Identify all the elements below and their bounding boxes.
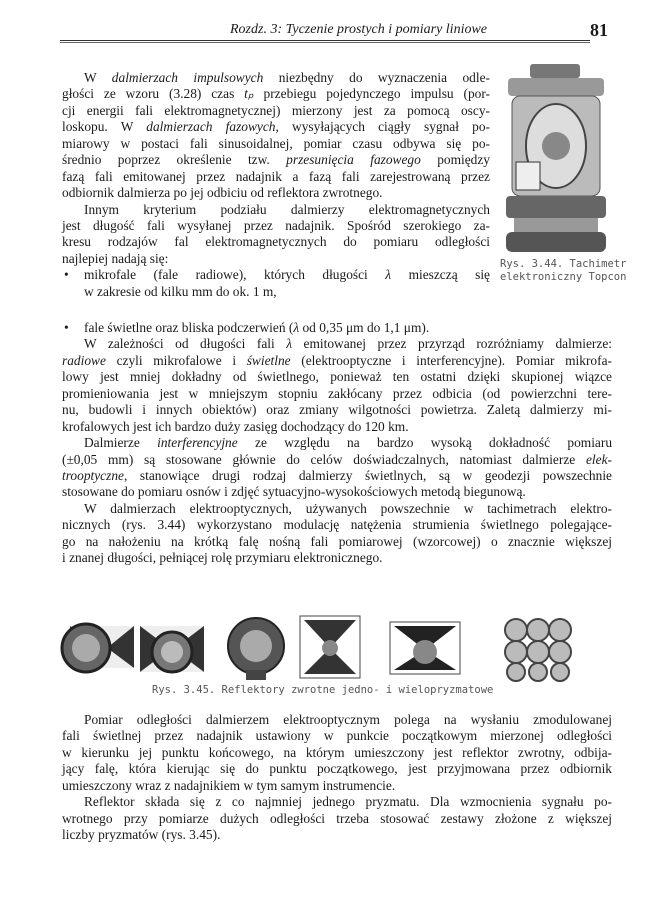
text-line — [62, 435, 612, 451]
reflectors-image — [60, 612, 580, 682]
text-line — [62, 185, 490, 201]
text-line — [62, 103, 490, 119]
text-line — [62, 353, 612, 369]
italic-term: świetlne — [246, 352, 291, 368]
reflector-2 — [140, 626, 204, 672]
text-run: , stanowiące drugi rodzaj dalmierzy świetlnych, są w geodezji powszechnie — [123, 467, 612, 483]
text-line — [62, 136, 490, 152]
text-run: przebiegu pojedynczego impulsu (por- — [253, 86, 490, 102]
figure-3-45-caption: Rys. 3.45. Reflektory zwrotne jedno- i wielopryzmatowe — [152, 684, 494, 696]
reflector-6 — [505, 619, 571, 681]
text-line — [62, 452, 612, 468]
text-run: go na nałożeniu na krótką falę nośną fali pomiarowej (wzorcowej) o znacznie większej — [62, 533, 612, 549]
text-line — [62, 386, 612, 402]
text-run: mieszczą się — [391, 267, 491, 283]
text-line — [62, 402, 612, 418]
text-line — [62, 484, 612, 500]
text-line — [62, 336, 612, 352]
figure-3-44-caption — [500, 258, 626, 284]
italic-term: trooptyczne — [62, 467, 124, 483]
text-line — [62, 778, 612, 794]
italic-term: elek- — [585, 451, 612, 467]
text-line — [62, 251, 490, 267]
text-run: najlepiej nadają się: — [62, 250, 169, 266]
text-line — [62, 218, 490, 234]
text-line — [62, 712, 612, 728]
text-run: odbiornik dalmierza po jej odbiciu od reflektora zwrotnego. — [62, 185, 383, 201]
page-number: 81 — [590, 20, 608, 40]
text-block-top — [62, 70, 490, 300]
text-line — [62, 728, 612, 744]
bullet-icon: • — [64, 267, 69, 283]
text-run: W dalmierzach elektrooptycznych, używanych powszechnie w tachimetrach elektro- — [84, 500, 612, 516]
text-run: ze względu na bardzo wysoką dokładność pomiaru — [237, 435, 613, 451]
text-run: głości ze wzoru (3.28) czas — [62, 86, 245, 102]
text-run: Reflektor składa się z co najmniej jednego pryzmatu. Dla wzmocnienia sygnału po- — [84, 794, 612, 810]
text-run: stosowane do pomiaru osnów i zdjęć sytuacyjno-wysokościowych metodą biegunową. — [62, 484, 526, 500]
text-line — [62, 745, 612, 761]
italic-term: przesunięcia fazowego — [286, 152, 421, 168]
text-line — [62, 320, 612, 336]
text-run: krofalowych jest ich bardzo duży zasięg dochodzący do 120 km. — [62, 418, 409, 434]
text-run: w zakresie od kilku mm do ok. 1 m, — [84, 283, 277, 299]
text-block-bottom — [62, 712, 612, 844]
italic-term: λ — [293, 320, 300, 335]
text-run: średnio poprzez określenie tzw. — [62, 152, 287, 168]
text-line — [62, 811, 612, 827]
text-run: wrotnego przy pomiarze dużych odległości trzeba stosować zestawy złożone z większej — [62, 810, 612, 826]
text-line — [62, 761, 612, 777]
text-line — [62, 152, 490, 168]
text-line — [62, 517, 612, 533]
text-run: jest długość fali wysyłanej przez nadajnik. Spośród szerokiego za- — [62, 217, 490, 233]
text-run: , wysyłających ciągły sygnał po- — [275, 119, 490, 135]
chapter-title: Rozdz. 3: Tyczenie prostych i pomiary liniowe — [230, 22, 488, 37]
text-line — [62, 369, 612, 385]
italic-term: tₚ — [244, 86, 254, 102]
text-run: Pomiar odległości dalmierzem elektrooptycznym polega na wysłaniu zmodulowanej — [84, 712, 612, 727]
text-line — [62, 267, 490, 283]
text-line — [62, 234, 490, 250]
text-run: kresu rodzajów fal elektromagnetycznych do pomiaru odległości — [62, 234, 490, 250]
text-line — [62, 284, 490, 300]
text-run: cji energii fali elektromagnetycznej) mierzony jest za pomocą oscy- — [62, 102, 490, 118]
caption-line: elektroniczny Topcon — [500, 271, 627, 283]
italic-term: interferencyjne — [157, 435, 238, 451]
text-run: od 0,35 μm do 1,1 μm). — [299, 320, 430, 335]
text-line — [62, 534, 612, 550]
text-run: nicznych (rys. 3.44) wykorzystano modulację natężenia strumienia świetlnego polegające- — [62, 517, 612, 533]
text-run: miarowy w postaci fali sinusoidalnej, pomiar czasu odbywa się po- — [62, 135, 490, 151]
italic-term: λ — [385, 267, 392, 283]
reflector-1 — [62, 624, 134, 672]
text-line — [62, 169, 490, 185]
caption-line: Rys. 3.44. Tachimetr — [500, 258, 627, 270]
text-line — [62, 70, 490, 86]
text-run: umieszczony wraz z nadajnikiem w tym samym instrumencie. — [62, 777, 396, 793]
text-line — [62, 419, 612, 435]
text-run: i znanej długości, pełniącej rolę przymiaru elektronicznego. — [62, 550, 383, 566]
text-line — [62, 86, 490, 102]
text-run: emitowanej przez przyrząd rozróżniamy dalmierze: — [292, 336, 612, 352]
text-line — [62, 550, 612, 566]
reflector-5 — [390, 622, 460, 674]
text-run: Dalmierze — [84, 435, 158, 451]
text-run: loskopu. W — [62, 119, 147, 135]
text-run: jący falę, która kierując się do punktu początkowego, jest przyjmowana przez odbiornik — [62, 761, 612, 777]
text-run: niezbędny do wyznaczenia odle- — [263, 70, 490, 85]
text-run: fale świetlne oraz bliska podczerwień ( — [84, 320, 294, 335]
reflector-3 — [228, 618, 284, 680]
text-run: liczby pryzmatów (rys. 3.45). — [62, 827, 221, 843]
text-line — [62, 501, 612, 517]
text-run: fazą fali emitowanej przez nadajnik a fazą fali zarejestrowaną przez — [62, 168, 490, 184]
text-run: W zależności od długości fali — [84, 336, 287, 352]
text-run: W — [84, 70, 112, 85]
header-rule — [60, 40, 590, 43]
bullet-icon: • — [64, 320, 69, 335]
reflector-4 — [300, 616, 360, 678]
italic-term: radiowe — [62, 352, 106, 368]
text-line — [62, 794, 612, 810]
text-run: czyli mikrofalowe i — [105, 352, 247, 368]
text-run: (±0,05 mm) są stosowane głównie do celów doświadczalnych, natomiast dalmierze — [62, 451, 586, 467]
text-line — [62, 202, 490, 218]
text-line — [62, 119, 490, 135]
italic-term: dalmierzach impulsowych — [111, 70, 264, 85]
text-run: promieniowania jest w mniejszym stopniu zakłócany przez odbicia (od powierzchni tere- — [62, 385, 612, 401]
text-run: pomiędzy — [420, 152, 490, 168]
text-line — [62, 827, 612, 843]
text-run: lowy jest mniej dokładny od świetlnego, ponieważ ten ostatni dzięki skupionej wiązce — [62, 369, 612, 385]
italic-term: λ — [286, 336, 293, 352]
text-line — [62, 468, 612, 484]
tachimeter-image — [500, 62, 612, 257]
text-run: (elektrooptyczne i interferencyjne). Pomiar mikrofa- — [290, 352, 612, 368]
italic-term: dalmierzach fazowych — [146, 119, 276, 135]
text-run: nu, budowli i innych obiektów) oraz zmiany wilgotności powietrza. Zaletą dalmierzy mi- — [62, 402, 612, 418]
text-run: Innym kryterium podziału dalmierzy elektromagnetycznych — [84, 201, 490, 217]
text-run: fali świetlnej przez nadajnik ustawiony w punkcie początkowym mierzonej odległości — [62, 728, 612, 744]
text-run: mikrofale (fale radiowe), których długości — [84, 267, 386, 283]
text-block-middle — [62, 320, 612, 567]
text-run: w kierunku jej punktu końcowego, na którym umieszczony jest reflektor zwrotny, odbija- — [62, 744, 612, 760]
